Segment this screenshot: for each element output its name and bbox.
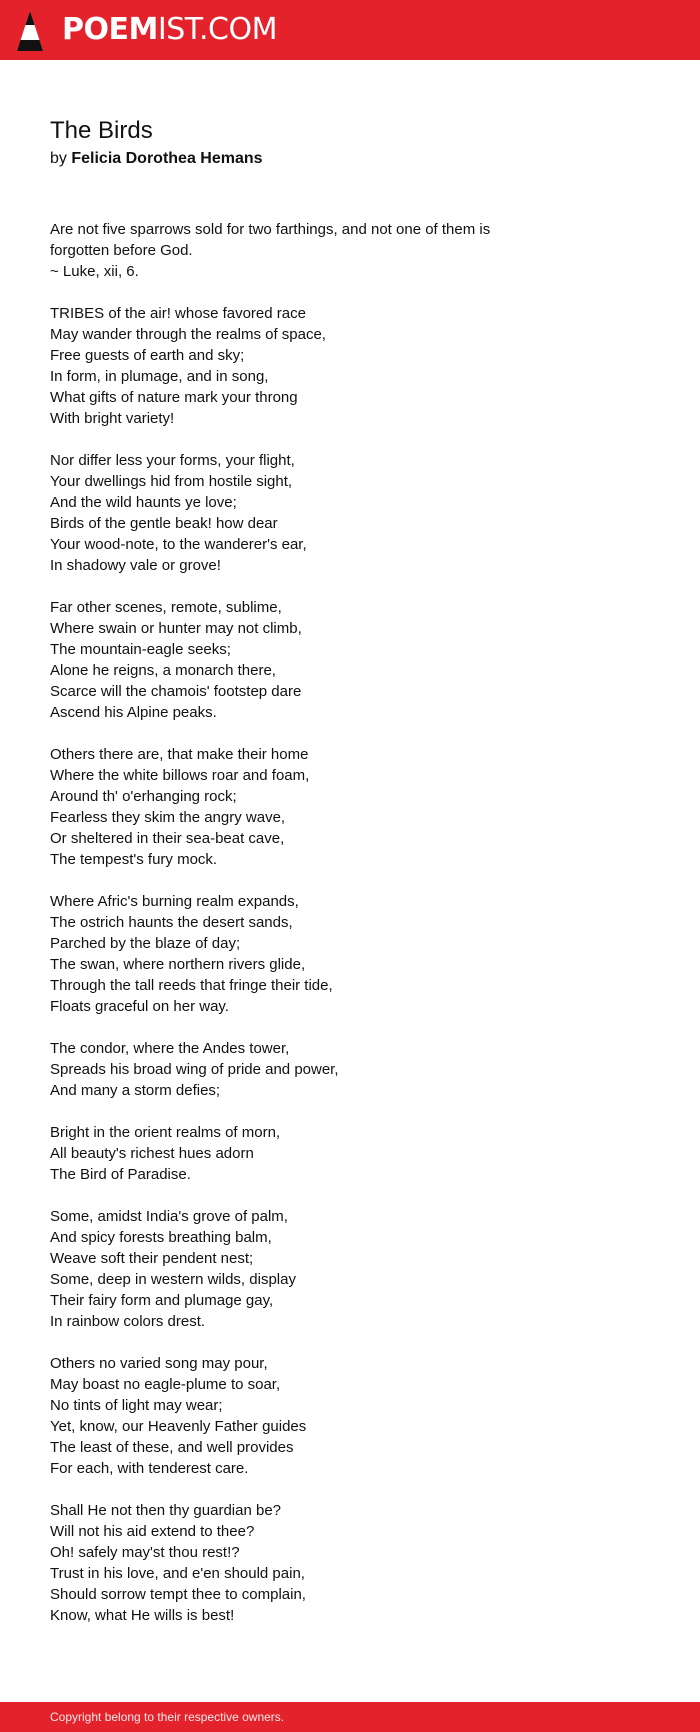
poem-line: The least of these, and well provides [50,1439,294,1456]
site-footer [0,1702,700,1732]
poem-line: Where Afric's burning realm expands, [50,893,299,910]
logo-text-strong: POEM [62,12,158,47]
poem-line: All beauty's richest hues adorn [50,1145,254,1162]
poem-line: For each, with tenderest care. [50,1460,249,1477]
poem-line: No tints of light may wear; [50,1397,223,1414]
poem-line: Fearless they skim the angry wave, [50,809,286,826]
poem-line: In form, in plumage, and in song, [50,368,269,385]
stanza [50,303,650,429]
poem-line: Through the tall reeds that fringe their tide, [50,977,333,994]
poem-line: TRIBES of the air! whose favored race [50,305,306,322]
poem-line: The swan, where northern rivers glide, [50,956,306,973]
by-label: by [50,150,67,167]
stanza [50,1206,650,1332]
poem-line: Are not five sparrows sold for two farthings, and not one of them is [50,221,491,238]
poem-line: With bright variety! [50,410,175,427]
poem-line: Ascend his Alpine peaks. [50,704,217,721]
pencil-icon[interactable] [17,11,43,51]
poem-line: Far other scenes, remote, sublime, [50,599,282,616]
poem-line: Alone he reigns, a monarch there, [50,662,276,679]
poem-line: And spicy forests breathing balm, [50,1229,272,1246]
poem-line: Yet, know, our Heavenly Father guides [50,1418,307,1435]
site-logo-link[interactable] [62,12,277,48]
poem-line: Around th' o'erhanging rock; [50,788,237,805]
poem-line: Trust in his love, and e'en should pain, [50,1565,305,1582]
stanza [50,597,650,723]
poem-line: ~ Luke, xii, 6. [50,263,139,280]
poem-line: And many a storm defies; [50,1082,221,1099]
stanza [50,450,650,576]
poem-line: Their fairy form and plumage gay, [50,1292,274,1309]
poem-line: The mountain-eagle seeks; [50,641,231,658]
poem-line: In rainbow colors drest. [50,1313,206,1330]
poem-line: Floats graceful on her way. [50,998,229,1015]
poem-line: The tempest's fury mock. [50,851,218,868]
poem-line: forgotten before God. [50,242,193,259]
poem-title: The Birds [50,117,153,144]
poem-line: Spreads his broad wing of pride and power, [50,1061,339,1078]
poem-line: Birds of the gentle beak! how dear [50,515,278,532]
poem-line: Should sorrow tempt thee to complain, [50,1586,306,1603]
poem-line: Bright in the orient realms of morn, [50,1124,281,1141]
stanza [50,1038,650,1101]
stanza [50,1122,650,1185]
poem-line: Weave soft their pendent nest; [50,1250,254,1267]
logo-text-light: IST.COM [157,12,277,47]
poem-line: Free guests of earth and sky; [50,347,245,364]
poem-line: Know, what He wills is best! [50,1607,235,1624]
poem-line: Scarce will the chamois' footstep dare [50,683,302,700]
poem-line: What gifts of nature mark your throng [50,389,298,406]
stanza [50,1353,650,1479]
poem-line: The condor, where the Andes tower, [50,1040,290,1057]
stanza [50,219,650,282]
poem-line: Your dwellings hid from hostile sight, [50,473,293,490]
poem-line: In shadowy vale or grove! [50,557,221,574]
poem-line: Parched by the blaze of day; [50,935,241,952]
stanza [50,891,650,1017]
poem-line: Will not his aid extend to thee? [50,1523,255,1540]
poem-line: The ostrich haunts the desert sands, [50,914,293,931]
poem-line: Or sheltered in their sea-beat cave, [50,830,285,847]
stanza [50,1500,650,1626]
poem-line: Your wood-note, to the wanderer's ear, [50,536,307,553]
poem-line: Some, amidst India's grove of palm, [50,1208,288,1225]
site-header [0,0,700,60]
poem-line: Where swain or hunter may not climb, [50,620,302,637]
poem-line: May wander through the realms of space, [50,326,326,343]
author-name: Felicia Dorothea Hemans [71,150,263,167]
poem-line: Some, deep in western wilds, display [50,1271,296,1288]
copyright-text: Copyright belong to their respective owners. [50,1710,285,1724]
poem-body [50,219,650,1647]
poem-line: Nor differ less your forms, your flight, [50,452,295,469]
poem-line: Others no varied song may pour, [50,1355,268,1372]
poem-line: May boast no eagle-plume to soar, [50,1376,281,1393]
byline [50,148,263,169]
poem-line: Shall He not then thy guardian be? [50,1502,281,1519]
poem-line: The Bird of Paradise. [50,1166,191,1183]
poem-line: Others there are, that make their home [50,746,309,763]
stanza [50,744,650,870]
poem-line: And the wild haunts ye love; [50,494,237,511]
poem-line: Where the white billows roar and foam, [50,767,310,784]
poem-line: Oh! safely may'st thou rest!? [50,1544,240,1561]
